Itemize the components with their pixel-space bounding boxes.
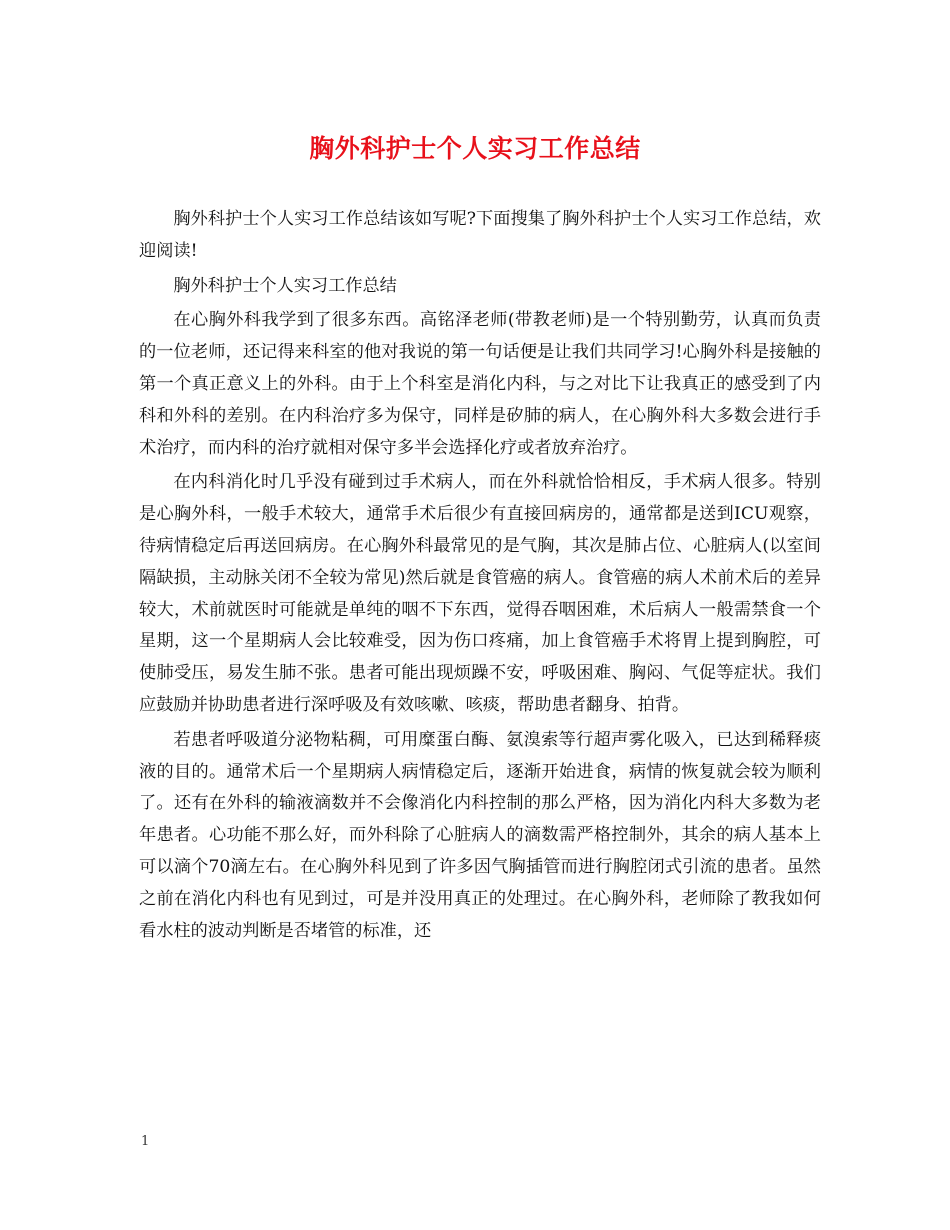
document-title: 胸外科护士个人实习工作总结 xyxy=(309,134,641,163)
body-paragraph: 在内科消化时几乎没有碰到过手术病人，而在外科就恰恰相反，手术病人很多。特别是心胸外科，一般手术较大，通常手术后很少有直接回病房的，通常都是送到ICU观察，待病情稳定后再送回病房。在心胸外科最常见的是气胸，其次是肺占位、心脏病人(以室间隔缺损，主动脉关闭不全较为常见)然后就是食管癌的病人。食管癌的病人术前术后的差异较大，术前就医时可能就是单纯的咽不下东西，觉得吞咽困难，术后病人一般需禁食一个星期，这一个星期病人会比较难受，因为伤口疼痛，加上食管癌手术将胃上提到胸腔，可使肺受压，易发生肺不张。患者可能出现烦躁不安，呼吸困难、胸闷、气促等症状。我们应鼓励并协助患者进行深呼吸及有效咳嗽、咳痰，帮助患者翻身、拍背。 xyxy=(139,472,821,715)
document-body xyxy=(139,204,821,950)
body-paragraph: 若患者呼吸道分泌物粘稠，可用糜蛋白酶、氨溴索等行超声雾化吸入，已达到稀释痰液的目的。通常术后一个星期病人病情稳定后，逐渐开始进食，病情的恢复就会较为顺利了。还有在外科的输液滴数并不会像消化内科控制的那么严格，因为消化内科大多数为老年患者。心功能不那么好，而外科除了心脏病人的滴数需严格控制外，其余的病人基本上可以滴个70滴左右。在心胸外科见到了许多因气胸插管而进行胸腔闭式引流的患者。虽然之前在消化内科也有见到过，可是并没用真正的处理过。在心胸外科，老师除了教我如何看水柱的波动判断是否堵管的标准，还 xyxy=(139,729,821,941)
body-paragraph: 在心胸外科我学到了很多东西。高铭泽老师(带教老师)是一个特别勤劳，认真而负责的一位老师，还记得来科室的他对我说的第一句话便是让我们共同学习!心胸外科是接触的第一个真正意义上的外科。由于上个科室是消化内科，与之对比下让我真正的感受到了内科和外科的差别。在内科治疗多为保守，同样是矽肺的病人，在心胸外科大多数会进行手术治疗，而内科的治疗就相对保守多半会选择化疗或者放弃治疗。 xyxy=(139,310,821,458)
section-heading: 胸外科护士个人实习工作总结 xyxy=(173,275,397,296)
page-number: 1 xyxy=(141,1134,150,1149)
intro-paragraph: 胸外科护士个人实习工作总结该如写呢?下面搜集了胸外科护士个人实习工作总结，欢迎阅读! xyxy=(139,209,821,261)
